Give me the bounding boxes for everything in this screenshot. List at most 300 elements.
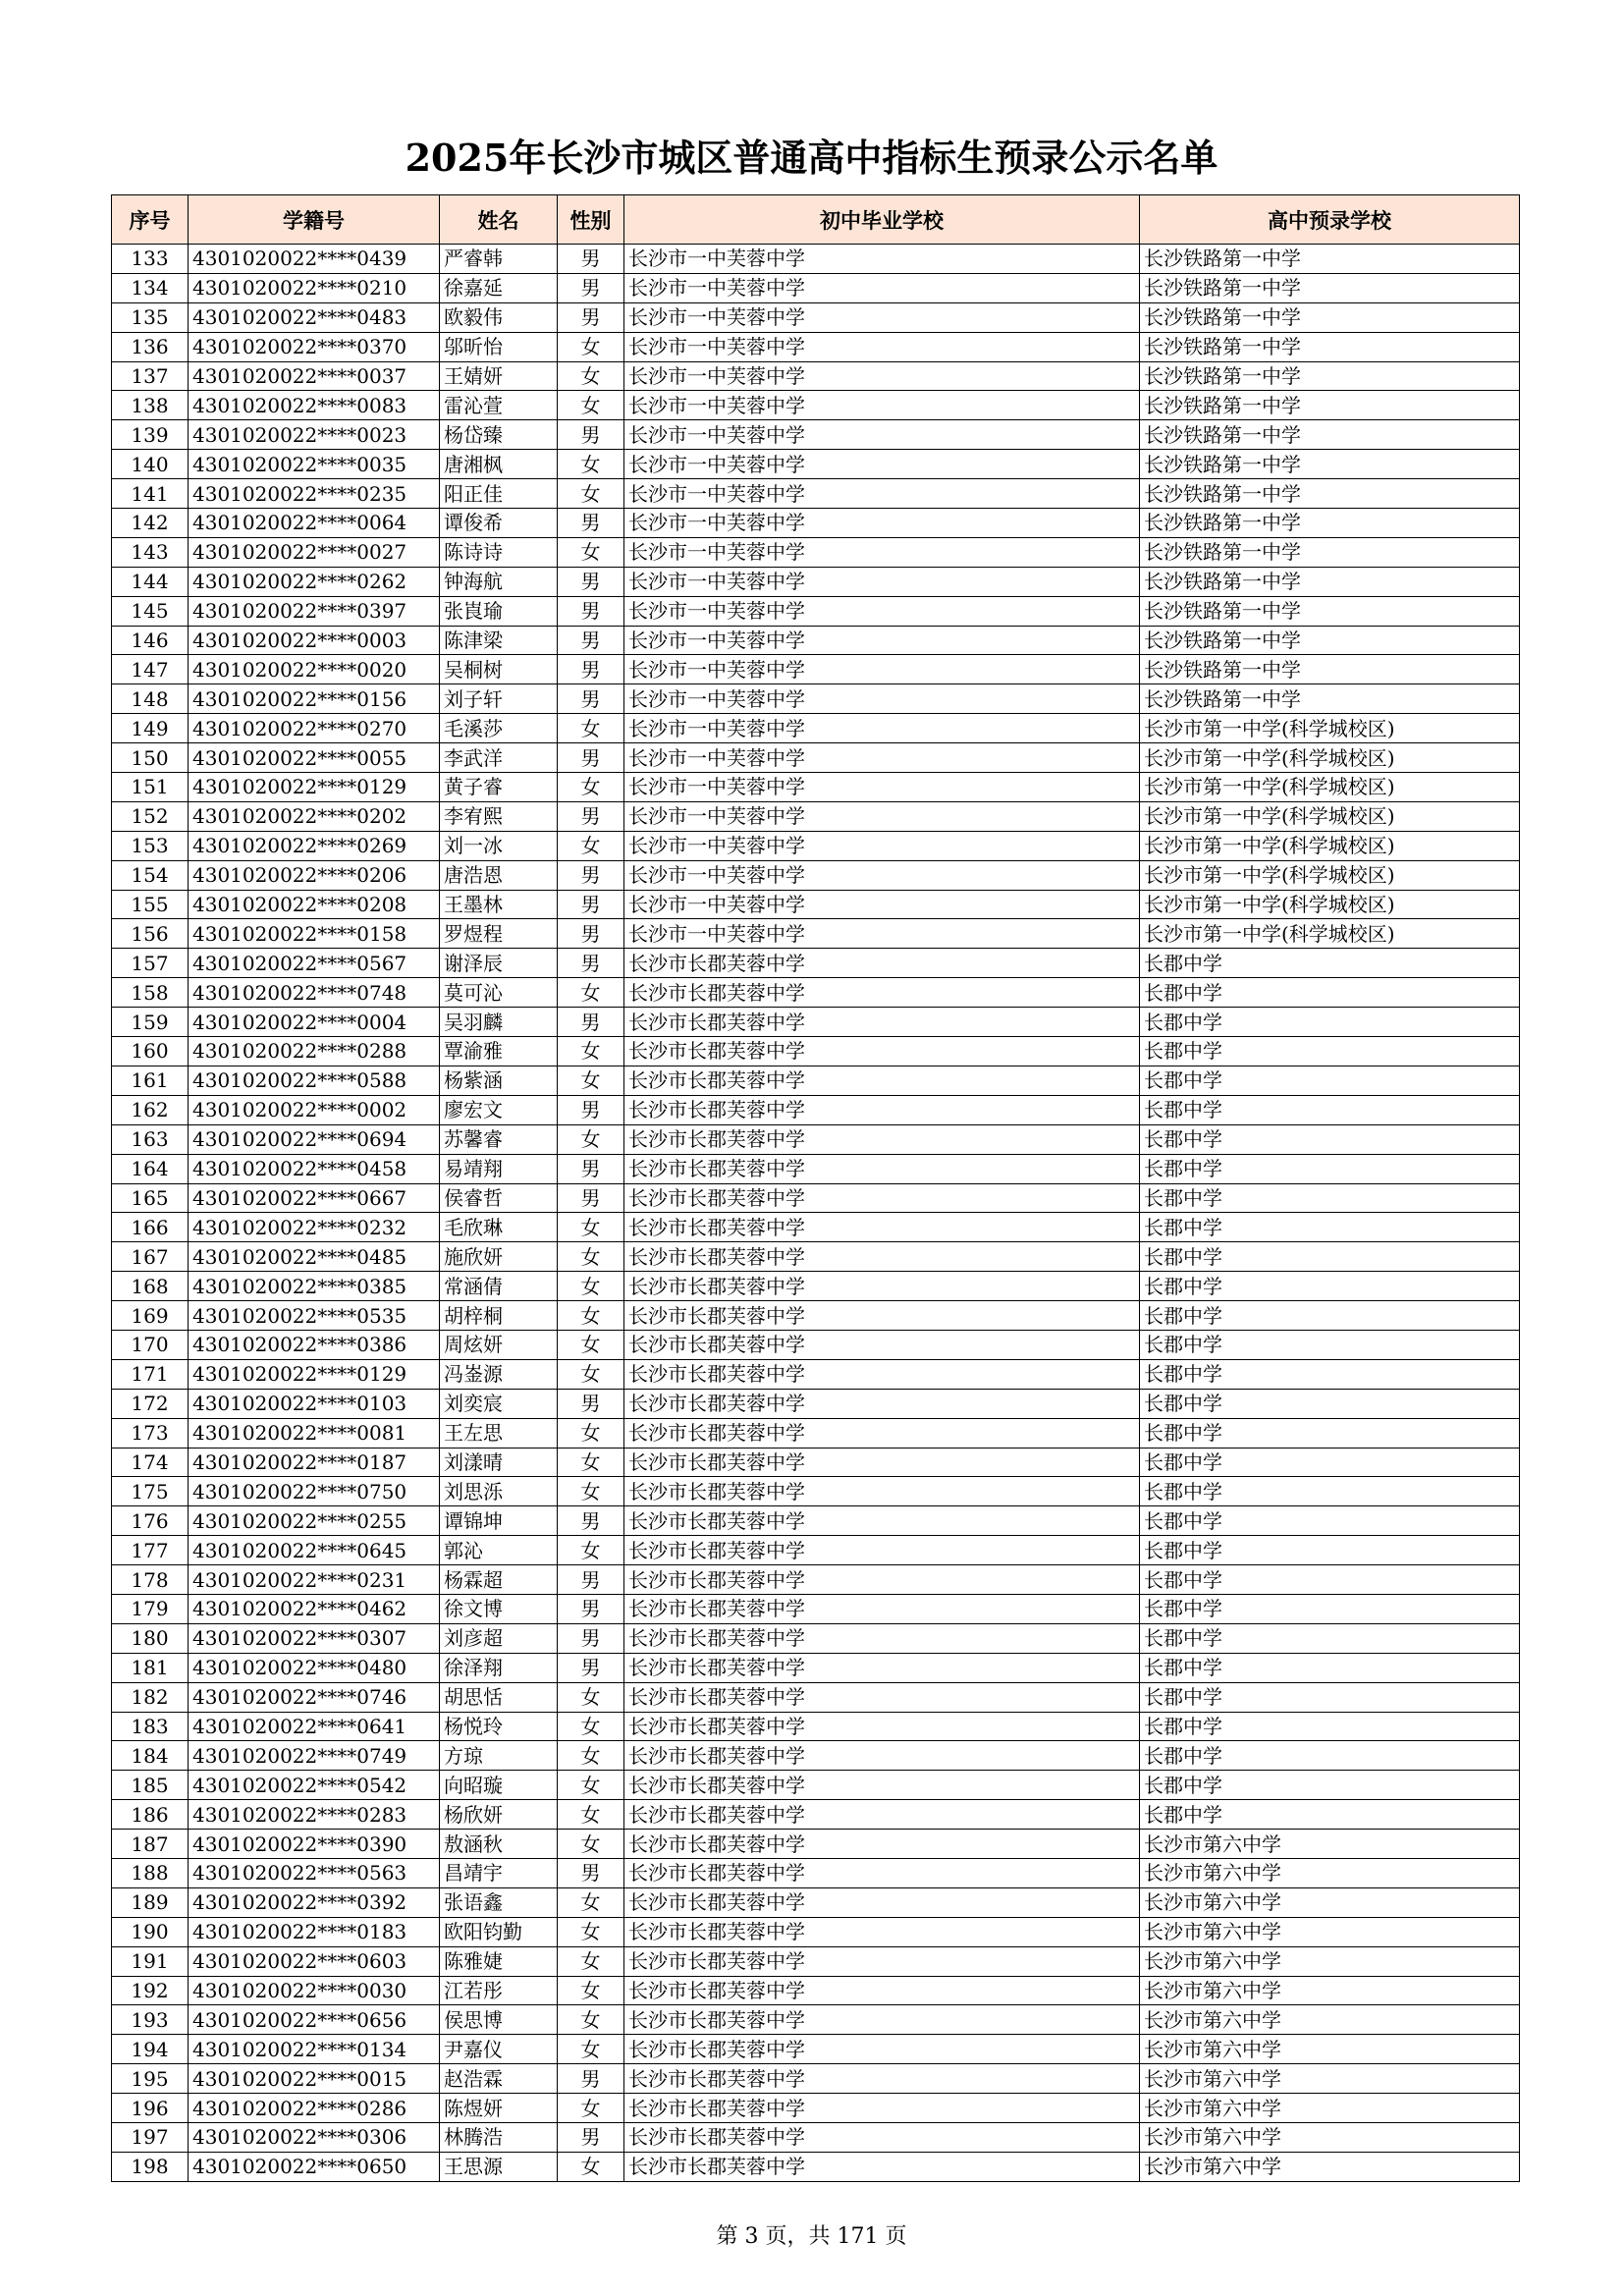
table-row	[112, 949, 1520, 978]
cell-senior-school: 长郡中学	[1140, 1506, 1520, 1536]
cell-senior-school: 长郡中学	[1140, 1565, 1520, 1595]
cell-seq: 188	[112, 1858, 189, 1887]
cell-junior-school: 长沙市长郡芙蓉中学	[624, 1800, 1140, 1830]
cell-student-id: 4301020022****0129	[189, 1359, 440, 1389]
cell-student-id: 4301020022****0020	[189, 655, 440, 684]
cell-junior-school: 长沙市长郡芙蓉中学	[624, 1359, 1140, 1389]
cell-junior-school: 长沙市长郡芙蓉中学	[624, 1272, 1140, 1301]
table-row	[112, 1946, 1520, 1976]
cell-student-id: 4301020022****0206	[189, 860, 440, 890]
cell-gender: 女	[558, 1124, 624, 1154]
cell-senior-school: 长郡中学	[1140, 1124, 1520, 1154]
cell-seq: 149	[112, 714, 189, 743]
cell-gender: 男	[558, 1565, 624, 1595]
table-row	[112, 596, 1520, 626]
cell-gender: 女	[558, 1477, 624, 1506]
cell-name: 覃渝雅	[440, 1037, 558, 1066]
cell-senior-school: 长郡中学	[1140, 1800, 1520, 1830]
cell-name: 刘漾晴	[440, 1448, 558, 1477]
cell-junior-school: 长沙市长郡芙蓉中学	[624, 1830, 1140, 1859]
cell-junior-school: 长沙市一中芙蓉中学	[624, 596, 1140, 626]
cell-junior-school: 长沙市一中芙蓉中学	[624, 391, 1140, 420]
cell-seq: 190	[112, 1917, 189, 1946]
cell-junior-school: 长沙市一中芙蓉中学	[624, 655, 1140, 684]
table-row	[112, 1037, 1520, 1066]
cell-student-id: 4301020022****0650	[189, 2152, 440, 2181]
table-row	[112, 1594, 1520, 1623]
column-header-gender: 性别	[558, 195, 624, 245]
cell-seq: 171	[112, 1359, 189, 1389]
cell-gender: 女	[558, 2152, 624, 2181]
cell-student-id: 4301020022****0588	[189, 1066, 440, 1095]
cell-name: 陈雅婕	[440, 1946, 558, 1976]
cell-name: 刘奕宸	[440, 1389, 558, 1418]
table-row	[112, 2152, 1520, 2181]
cell-gender: 男	[558, 1506, 624, 1536]
cell-gender: 女	[558, 2005, 624, 2035]
cell-name: 易靖翔	[440, 1154, 558, 1183]
cell-name: 徐文博	[440, 1594, 558, 1623]
cell-senior-school: 长沙市第六中学	[1140, 2035, 1520, 2064]
cell-seq: 159	[112, 1008, 189, 1037]
cell-name: 陈诗诗	[440, 537, 558, 567]
cell-junior-school: 长沙市一中芙蓉中学	[624, 801, 1140, 831]
cell-student-id: 4301020022****0645	[189, 1536, 440, 1565]
cell-junior-school: 长沙市一中芙蓉中学	[624, 361, 1140, 391]
column-header-senior-school: 高中预录学校	[1140, 195, 1520, 245]
cell-junior-school: 长沙市长郡芙蓉中学	[624, 1330, 1140, 1359]
table-row	[112, 1008, 1520, 1037]
cell-student-id: 4301020022****0231	[189, 1565, 440, 1595]
cell-name: 向昭璇	[440, 1771, 558, 1800]
cell-senior-school: 长郡中学	[1140, 1359, 1520, 1389]
cell-name: 谭俊希	[440, 509, 558, 538]
cell-senior-school: 长郡中学	[1140, 1594, 1520, 1623]
cell-junior-school: 长沙市长郡芙蓉中学	[624, 1887, 1140, 1917]
cell-senior-school: 长沙铁路第一中学	[1140, 361, 1520, 391]
cell-name: 严睿韩	[440, 245, 558, 274]
cell-seq: 136	[112, 332, 189, 361]
cell-student-id: 4301020022****0158	[189, 919, 440, 949]
table-row	[112, 1887, 1520, 1917]
cell-senior-school: 长沙市第六中学	[1140, 2064, 1520, 2094]
table-row	[112, 1771, 1520, 1800]
cell-junior-school: 长沙市一中芙蓉中学	[624, 273, 1140, 302]
cell-student-id: 4301020022****0563	[189, 1858, 440, 1887]
cell-student-id: 4301020022****0208	[189, 890, 440, 919]
cell-gender: 女	[558, 479, 624, 509]
cell-junior-school: 长沙市长郡芙蓉中学	[624, 1418, 1140, 1448]
cell-seq: 144	[112, 567, 189, 596]
cell-student-id: 4301020022****0542	[189, 1771, 440, 1800]
cell-seq: 138	[112, 391, 189, 420]
cell-student-id: 4301020022****0023	[189, 420, 440, 450]
cell-student-id: 4301020022****0035	[189, 450, 440, 479]
cell-gender: 男	[558, 1858, 624, 1887]
cell-gender: 女	[558, 1448, 624, 1477]
cell-gender: 女	[558, 1301, 624, 1331]
cell-name: 陈津梁	[440, 626, 558, 655]
cell-name: 毛欣琳	[440, 1213, 558, 1242]
cell-name: 张语鑫	[440, 1887, 558, 1917]
cell-junior-school: 长沙市一中芙蓉中学	[624, 773, 1140, 802]
cell-junior-school: 长沙市长郡芙蓉中学	[624, 1946, 1140, 1976]
cell-junior-school: 长沙市一中芙蓉中学	[624, 479, 1140, 509]
cell-junior-school: 长沙市长郡芙蓉中学	[624, 1389, 1140, 1418]
cell-junior-school: 长沙市一中芙蓉中学	[624, 743, 1140, 773]
cell-name: 胡梓桐	[440, 1301, 558, 1331]
cell-student-id: 4301020022****0288	[189, 1037, 440, 1066]
cell-seq: 170	[112, 1330, 189, 1359]
cell-name: 周炫妍	[440, 1330, 558, 1359]
cell-name: 欧阳钧勤	[440, 1917, 558, 1946]
table-row	[112, 1213, 1520, 1242]
cell-senior-school: 长沙铁路第一中学	[1140, 626, 1520, 655]
cell-junior-school: 长沙市长郡芙蓉中学	[624, 1124, 1140, 1154]
cell-gender: 男	[558, 1095, 624, 1124]
cell-senior-school: 长沙市第六中学	[1140, 1917, 1520, 1946]
cell-junior-school: 长沙市一中芙蓉中学	[624, 332, 1140, 361]
cell-senior-school: 长沙铁路第一中学	[1140, 567, 1520, 596]
cell-gender: 男	[558, 1008, 624, 1037]
cell-senior-school: 长郡中学	[1140, 1389, 1520, 1418]
cell-seq: 135	[112, 302, 189, 332]
cell-name: 王左思	[440, 1418, 558, 1448]
table-row	[112, 773, 1520, 802]
table-row	[112, 2035, 1520, 2064]
table-row	[112, 626, 1520, 655]
cell-gender: 男	[558, 2064, 624, 2094]
cell-student-id: 4301020022****0462	[189, 1594, 440, 1623]
cell-student-id: 4301020022****0134	[189, 2035, 440, 2064]
cell-student-id: 4301020022****0749	[189, 1741, 440, 1771]
cell-gender: 女	[558, 1359, 624, 1389]
cell-junior-school: 长沙市一中芙蓉中学	[624, 714, 1140, 743]
cell-senior-school: 长郡中学	[1140, 1301, 1520, 1331]
cell-gender: 女	[558, 332, 624, 361]
table-row	[112, 391, 1520, 420]
cell-student-id: 4301020022****0286	[189, 2094, 440, 2123]
cell-junior-school: 长沙市长郡芙蓉中学	[624, 1242, 1140, 1272]
cell-student-id: 4301020022****0535	[189, 1301, 440, 1331]
cell-senior-school: 长沙市第一中学(科学城校区)	[1140, 773, 1520, 802]
cell-senior-school: 长郡中学	[1140, 1712, 1520, 1741]
cell-gender: 女	[558, 2035, 624, 2064]
table-row	[112, 1154, 1520, 1183]
cell-junior-school: 长沙市长郡芙蓉中学	[624, 1741, 1140, 1771]
cell-gender: 女	[558, 1272, 624, 1301]
cell-gender: 男	[558, 302, 624, 332]
cell-name: 李武洋	[440, 743, 558, 773]
table-row	[112, 2064, 1520, 2094]
cell-seq: 147	[112, 655, 189, 684]
cell-junior-school: 长沙市长郡芙蓉中学	[624, 1301, 1140, 1331]
cell-seq: 167	[112, 1242, 189, 1272]
cell-junior-school: 长沙市长郡芙蓉中学	[624, 1682, 1140, 1712]
cell-gender: 女	[558, 361, 624, 391]
cell-gender: 女	[558, 714, 624, 743]
table-row	[112, 714, 1520, 743]
cell-gender: 男	[558, 1594, 624, 1623]
cell-name: 欧毅伟	[440, 302, 558, 332]
cell-gender: 女	[558, 1066, 624, 1095]
table-row	[112, 1712, 1520, 1741]
cell-senior-school: 长郡中学	[1140, 1213, 1520, 1242]
cell-name: 常涵倩	[440, 1272, 558, 1301]
cell-gender: 女	[558, 537, 624, 567]
cell-junior-school: 长沙市一中芙蓉中学	[624, 831, 1140, 860]
cell-seq: 157	[112, 949, 189, 978]
cell-name: 杨欣妍	[440, 1800, 558, 1830]
cell-senior-school: 长沙市第六中学	[1140, 2094, 1520, 2123]
cell-senior-school: 长郡中学	[1140, 949, 1520, 978]
cell-senior-school: 长沙市第六中学	[1140, 1830, 1520, 1859]
table-row	[112, 684, 1520, 714]
cell-senior-school: 长郡中学	[1140, 1272, 1520, 1301]
table-header-row	[112, 195, 1520, 245]
cell-junior-school: 长沙市一中芙蓉中学	[624, 302, 1140, 332]
cell-junior-school: 长沙市长郡芙蓉中学	[624, 1154, 1140, 1183]
cell-gender: 女	[558, 450, 624, 479]
cell-name: 侯思博	[440, 2005, 558, 2035]
cell-gender: 女	[558, 831, 624, 860]
cell-gender: 女	[558, 1418, 624, 1448]
cell-name: 王思源	[440, 2152, 558, 2181]
cell-senior-school: 长沙市第六中学	[1140, 2123, 1520, 2153]
cell-gender: 男	[558, 1154, 624, 1183]
cell-seq: 184	[112, 1741, 189, 1771]
cell-student-id: 4301020022****0386	[189, 1330, 440, 1359]
table-row	[112, 1330, 1520, 1359]
cell-student-id: 4301020022****0385	[189, 1272, 440, 1301]
table-row	[112, 361, 1520, 391]
cell-junior-school: 长沙市长郡芙蓉中学	[624, 1653, 1140, 1682]
cell-gender: 男	[558, 2123, 624, 2153]
table-row	[112, 2094, 1520, 2123]
cell-student-id: 4301020022****0262	[189, 567, 440, 596]
table-row	[112, 450, 1520, 479]
cell-name: 唐湘枫	[440, 450, 558, 479]
cell-student-id: 4301020022****0156	[189, 684, 440, 714]
cell-student-id: 4301020022****0458	[189, 1154, 440, 1183]
cell-senior-school: 长沙市第六中学	[1140, 1858, 1520, 1887]
cell-name: 毛溪莎	[440, 714, 558, 743]
cell-junior-school: 长沙市长郡芙蓉中学	[624, 978, 1140, 1008]
table-row	[112, 1448, 1520, 1477]
cell-senior-school: 长郡中学	[1140, 1682, 1520, 1712]
cell-seq: 198	[112, 2152, 189, 2181]
cell-gender: 男	[558, 890, 624, 919]
cell-student-id: 4301020022****0083	[189, 391, 440, 420]
cell-student-id: 4301020022****0187	[189, 1448, 440, 1477]
cell-name: 钟海航	[440, 567, 558, 596]
page-footer: 第 3 页，共 171 页	[716, 2224, 907, 2249]
cell-student-id: 4301020022****0603	[189, 1946, 440, 1976]
cell-name: 苏馨睿	[440, 1124, 558, 1154]
cell-student-id: 4301020022****0370	[189, 332, 440, 361]
cell-name: 昌靖宇	[440, 1858, 558, 1887]
cell-senior-school: 长沙市第六中学	[1140, 1976, 1520, 2005]
cell-junior-school: 长沙市长郡芙蓉中学	[624, 1565, 1140, 1595]
cell-senior-school: 长郡中学	[1140, 1771, 1520, 1800]
cell-student-id: 4301020022****0567	[189, 949, 440, 978]
cell-junior-school: 长沙市长郡芙蓉中学	[624, 1712, 1140, 1741]
cell-student-id: 4301020022****0390	[189, 1830, 440, 1859]
cell-seq: 181	[112, 1653, 189, 1682]
column-header-student-id: 学籍号	[189, 195, 440, 245]
cell-student-id: 4301020022****0255	[189, 1506, 440, 1536]
cell-gender: 女	[558, 773, 624, 802]
cell-senior-school: 长沙市第一中学(科学城校区)	[1140, 801, 1520, 831]
table-row	[112, 1623, 1520, 1653]
cell-student-id: 4301020022****0748	[189, 978, 440, 1008]
cell-senior-school: 长沙铁路第一中学	[1140, 596, 1520, 626]
cell-junior-school: 长沙市长郡芙蓉中学	[624, 2035, 1140, 2064]
cell-name: 唐浩恩	[440, 860, 558, 890]
cell-senior-school: 长郡中学	[1140, 1448, 1520, 1477]
cell-student-id: 4301020022****0746	[189, 1682, 440, 1712]
cell-name: 郭沁	[440, 1536, 558, 1565]
cell-student-id: 4301020022****0480	[189, 1653, 440, 1682]
cell-junior-school: 长沙市一中芙蓉中学	[624, 537, 1140, 567]
table-row	[112, 743, 1520, 773]
cell-seq: 177	[112, 1536, 189, 1565]
cell-seq: 160	[112, 1037, 189, 1066]
cell-gender: 女	[558, 1741, 624, 1771]
cell-junior-school: 长沙市长郡芙蓉中学	[624, 1037, 1140, 1066]
cell-senior-school: 长沙铁路第一中学	[1140, 479, 1520, 509]
cell-student-id: 4301020022****0439	[189, 245, 440, 274]
cell-senior-school: 长郡中学	[1140, 1008, 1520, 1037]
cell-senior-school: 长沙市第六中学	[1140, 1946, 1520, 1976]
table-row	[112, 1800, 1520, 1830]
cell-student-id: 4301020022****0183	[189, 1917, 440, 1946]
table-row	[112, 890, 1520, 919]
cell-seq: 187	[112, 1830, 189, 1859]
cell-name: 赵浩霖	[440, 2064, 558, 2094]
cell-name: 尹嘉仪	[440, 2035, 558, 2064]
table-row	[112, 1741, 1520, 1771]
cell-seq: 193	[112, 2005, 189, 2035]
table-row	[112, 509, 1520, 538]
cell-gender: 女	[558, 1946, 624, 1976]
table-row	[112, 1506, 1520, 1536]
table-row	[112, 860, 1520, 890]
table-row	[112, 1653, 1520, 1682]
cell-junior-school: 长沙市长郡芙蓉中学	[624, 2094, 1140, 2123]
table-row	[112, 1124, 1520, 1154]
cell-seq: 172	[112, 1389, 189, 1418]
cell-seq: 150	[112, 743, 189, 773]
cell-gender: 男	[558, 801, 624, 831]
cell-junior-school: 长沙市一中芙蓉中学	[624, 919, 1140, 949]
cell-gender: 女	[558, 1712, 624, 1741]
cell-senior-school: 长沙铁路第一中学	[1140, 245, 1520, 274]
table-row	[112, 567, 1520, 596]
cell-name: 吴桐树	[440, 655, 558, 684]
cell-seq: 142	[112, 509, 189, 538]
cell-senior-school: 长沙市第一中学(科学城校区)	[1140, 714, 1520, 743]
cell-name: 罗煜程	[440, 919, 558, 949]
cell-name: 王婧妍	[440, 361, 558, 391]
cell-seq: 155	[112, 890, 189, 919]
cell-junior-school: 长沙市一中芙蓉中学	[624, 860, 1140, 890]
cell-name: 杨岱臻	[440, 420, 558, 450]
cell-seq: 141	[112, 479, 189, 509]
cell-gender: 男	[558, 273, 624, 302]
cell-senior-school: 长沙市第一中学(科学城校区)	[1140, 831, 1520, 860]
cell-student-id: 4301020022****0235	[189, 479, 440, 509]
cell-seq: 195	[112, 2064, 189, 2094]
cell-senior-school: 长郡中学	[1140, 1183, 1520, 1213]
cell-gender: 男	[558, 684, 624, 714]
table-row	[112, 831, 1520, 860]
cell-junior-school: 长沙市长郡芙蓉中学	[624, 1917, 1140, 1946]
cell-student-id: 4301020022****0002	[189, 1095, 440, 1124]
cell-senior-school: 长沙市第一中学(科学城校区)	[1140, 860, 1520, 890]
cell-name: 陈煜妍	[440, 2094, 558, 2123]
cell-name: 胡思恬	[440, 1682, 558, 1712]
cell-gender: 男	[558, 949, 624, 978]
cell-junior-school: 长沙市一中芙蓉中学	[624, 626, 1140, 655]
cell-senior-school: 长郡中学	[1140, 1154, 1520, 1183]
cell-junior-school: 长沙市长郡芙蓉中学	[624, 2152, 1140, 2181]
table-row	[112, 1359, 1520, 1389]
cell-senior-school: 长郡中学	[1140, 1418, 1520, 1448]
cell-junior-school: 长沙市长郡芙蓉中学	[624, 1594, 1140, 1623]
cell-junior-school: 长沙市一中芙蓉中学	[624, 567, 1140, 596]
cell-student-id: 4301020022****0232	[189, 1213, 440, 1242]
cell-student-id: 4301020022****0269	[189, 831, 440, 860]
cell-name: 刘子轩	[440, 684, 558, 714]
cell-senior-school: 长郡中学	[1140, 1653, 1520, 1682]
cell-gender: 男	[558, 1623, 624, 1653]
cell-seq: 133	[112, 245, 189, 274]
table-row	[112, 2005, 1520, 2035]
cell-gender: 男	[558, 509, 624, 538]
cell-student-id: 4301020022****0694	[189, 1124, 440, 1154]
cell-seq: 158	[112, 978, 189, 1008]
cell-name: 方琼	[440, 1741, 558, 1771]
table-row	[112, 1536, 1520, 1565]
cell-seq: 169	[112, 1301, 189, 1331]
table-row	[112, 1477, 1520, 1506]
cell-student-id: 4301020022****0081	[189, 1418, 440, 1448]
table-row	[112, 1418, 1520, 1448]
cell-student-id: 4301020022****0003	[189, 626, 440, 655]
admission-table	[111, 194, 1520, 2182]
cell-seq: 194	[112, 2035, 189, 2064]
cell-junior-school: 长沙市长郡芙蓉中学	[624, 1066, 1140, 1095]
cell-junior-school: 长沙市长郡芙蓉中学	[624, 1623, 1140, 1653]
cell-name: 邬昕怡	[440, 332, 558, 361]
cell-student-id: 4301020022****0103	[189, 1389, 440, 1418]
cell-gender: 女	[558, 1213, 624, 1242]
cell-senior-school: 长沙铁路第一中学	[1140, 450, 1520, 479]
cell-junior-school: 长沙市一中芙蓉中学	[624, 890, 1140, 919]
table-row	[112, 537, 1520, 567]
cell-junior-school: 长沙市长郡芙蓉中学	[624, 2064, 1140, 2094]
table-row	[112, 1301, 1520, 1331]
cell-seq: 182	[112, 1682, 189, 1712]
cell-student-id: 4301020022****0483	[189, 302, 440, 332]
cell-seq: 196	[112, 2094, 189, 2123]
cell-name: 林腾浩	[440, 2123, 558, 2153]
cell-student-id: 4301020022****0397	[189, 596, 440, 626]
cell-junior-school: 长沙市一中芙蓉中学	[624, 684, 1140, 714]
cell-senior-school: 长沙铁路第一中学	[1140, 420, 1520, 450]
cell-senior-school: 长郡中学	[1140, 978, 1520, 1008]
